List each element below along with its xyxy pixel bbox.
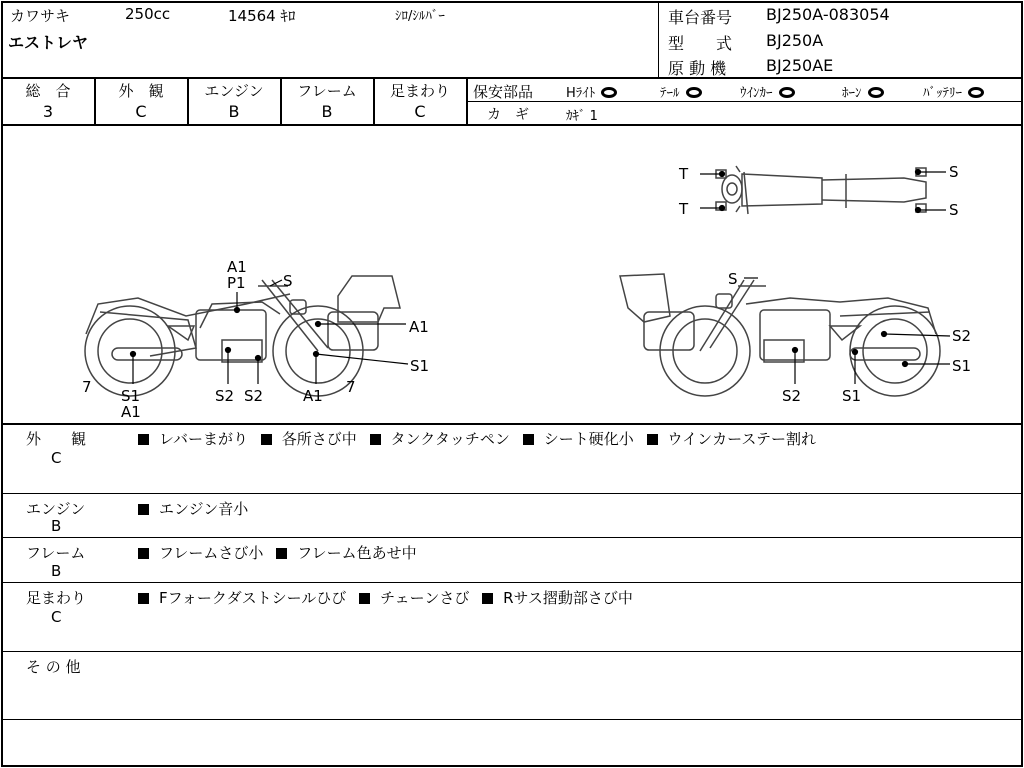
safety-item-headlight: Hﾗｲﾄ (566, 82, 617, 101)
ok-mark-icon (779, 87, 795, 98)
damage-code: P1 (227, 274, 246, 292)
exterior-label: 外 観 (118, 82, 164, 100)
key-label: カ ギ (487, 107, 529, 123)
top-view-motorcycle-drawing (716, 166, 926, 214)
damage-code: S2 (244, 387, 264, 405)
bullet-square-icon (261, 434, 272, 445)
remark-grade-suspension: C (51, 608, 62, 626)
remark-items-suspension: Fフォークダストシールひび チェーンさび Rサス摺動部さび中 (136, 587, 633, 608)
engine-label: 原 動 機 (668, 59, 727, 78)
remark-grade-frame: B (51, 562, 62, 580)
remark-items-frame: フレームさび小 フレーム色あせ中 (136, 542, 417, 563)
chassis-value: BJ250A-083054 (766, 5, 890, 24)
mileage: 14564 ｷﾛ (228, 7, 296, 25)
key-value: ｶｷﾞ 1 (566, 109, 598, 124)
header-bottom-line (1, 77, 1023, 79)
engine-value: BJ250AE (766, 56, 834, 75)
bullet-square-icon (370, 434, 381, 445)
damage-code: S1 (410, 357, 430, 375)
damage-code: T (679, 165, 689, 183)
remark-category-other: そ の 他 (26, 658, 81, 676)
bullet-square-icon (138, 593, 149, 604)
ok-mark-icon (601, 87, 617, 98)
suspension-grade-label: 足まわり (389, 82, 450, 100)
damage-code: S (283, 272, 293, 290)
diagram-bottom-line (1, 423, 1023, 425)
damage-code: S2 (782, 387, 802, 405)
remark-items-engine: エンジン音小 (136, 498, 248, 519)
remark-items-exterior: レバーまがり 各所さび中 タンクタッチペン シート硬化小 ウインカーステー割れ (136, 428, 816, 449)
bullet-square-icon (138, 434, 149, 445)
bullet-square-icon (138, 548, 149, 559)
ok-mark-icon (968, 87, 984, 98)
safety-item-winker: ｳｲﾝｶｰ (740, 82, 795, 101)
damage-code: S1 (842, 387, 862, 405)
type-label: 型 式 (668, 34, 733, 53)
damage-code: A1 (121, 403, 141, 421)
exterior-grade: C (135, 102, 147, 121)
bullet-square-icon (523, 434, 534, 445)
remark-category-frame: フレーム (26, 544, 86, 562)
bullet-square-icon (359, 593, 370, 604)
damage-code: 7 (346, 378, 356, 396)
remark-category-engine: エンジン (26, 500, 86, 518)
safety-label: 保安部品 (473, 83, 534, 101)
remark-grade-exterior: C (51, 449, 62, 467)
ok-mark-icon (868, 87, 884, 98)
remark-category-exterior: 外 観 (26, 430, 87, 448)
damage-code: S (949, 201, 959, 219)
suspension-grade: C (414, 102, 426, 121)
damage-code: S1 (952, 357, 972, 375)
damage-code: S2 (215, 387, 235, 405)
damage-code: 7 (82, 378, 92, 396)
motorcycle-diagram (0, 126, 1024, 424)
ok-mark-icon (686, 87, 702, 98)
type-value: BJ250A (766, 31, 824, 50)
safety-item-battery: ﾊﾞｯﾃﾘｰ (923, 82, 984, 101)
bullet-square-icon (138, 504, 149, 515)
damage-code: S1 (121, 387, 141, 405)
frame-grade: B (321, 102, 333, 121)
damage-code: S (949, 163, 959, 181)
chassis-label: 車台番号 (668, 8, 733, 27)
damage-code: A1 (409, 318, 429, 336)
right-side-motorcycle-drawing (620, 274, 940, 396)
overall-grade: 3 (42, 102, 54, 121)
callout-lines (131, 170, 951, 385)
engine-grade-label: エンジン (204, 82, 264, 100)
maker: カワサキ (10, 7, 71, 25)
overall-label: 総 合 (25, 82, 71, 100)
engine-grade: B (228, 102, 240, 121)
remark-grade-engine: B (51, 517, 62, 535)
damage-code: S2 (952, 327, 972, 345)
damage-code: T (679, 200, 689, 218)
damage-code-labels (82, 163, 971, 421)
safety-item-tail: ﾃｰﾙ (660, 82, 702, 101)
header-divider (658, 2, 659, 78)
bullet-square-icon (647, 434, 658, 445)
color: ｼﾛ/ｼﾙﾊﾞｰ (395, 9, 445, 24)
damage-code: A1 (303, 387, 323, 405)
damage-code: S (728, 270, 738, 288)
safety-item-horn: ﾎｰﾝ (842, 82, 884, 101)
remark-category-suspension: 足まわり (26, 589, 87, 607)
displacement: 250cc (125, 5, 171, 23)
bullet-square-icon (276, 548, 287, 559)
frame-grade-label: フレーム (297, 82, 357, 100)
bullet-square-icon (482, 593, 493, 604)
model-name: エストレヤ (8, 33, 89, 52)
damage-code: A1 (227, 258, 247, 276)
